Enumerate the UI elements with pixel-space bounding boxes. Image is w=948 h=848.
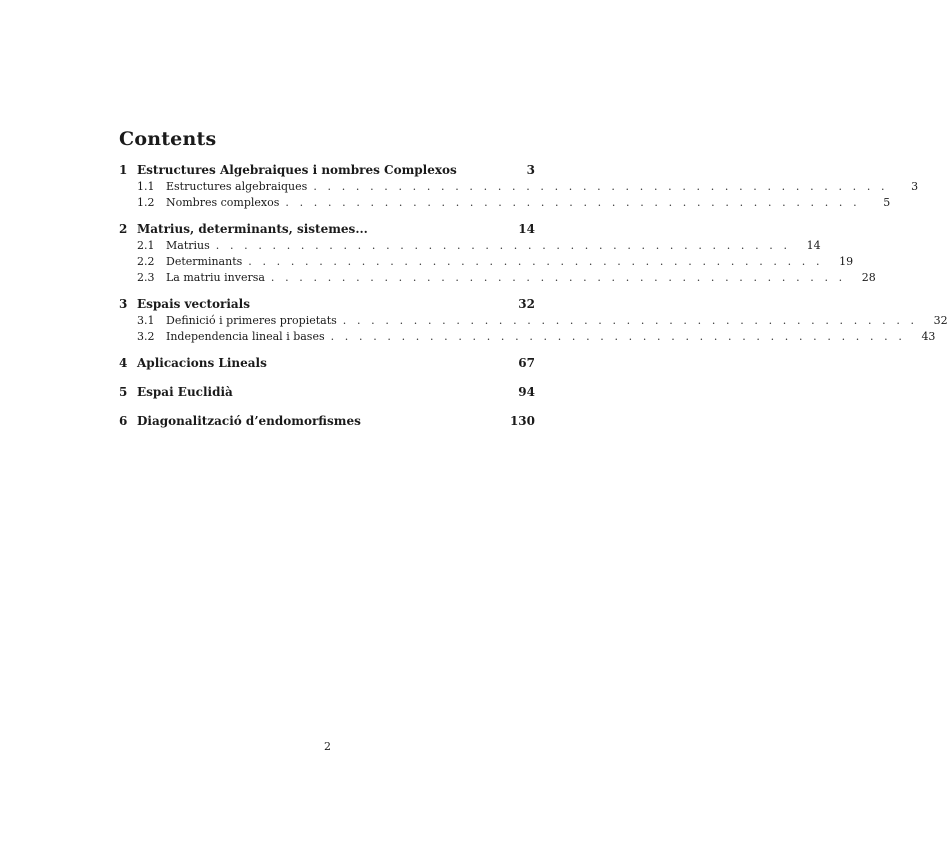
toc-section[interactable] [119, 314, 948, 330]
toc-title: Contents [119, 128, 217, 150]
dot-leader: . . . . . . . . . . . . . . . . . . . . . . . . . . . . . . . . . . . . . . . . . [215, 239, 791, 252]
toc-chapter[interactable] [119, 414, 535, 431]
section-page: 43 [921, 330, 936, 343]
chapter-title: Aplicacions Lineals [137, 356, 267, 370]
chapter-number: 4 [119, 356, 128, 370]
chapter-title: Espais vectorials [137, 297, 250, 311]
chapter-number: 6 [119, 414, 128, 428]
chapter-number: 1 [119, 163, 128, 177]
dot-leader: . . . . . . . . . . . . . . . . . . . . . . . . . . . . . . . . . . . . . . . . . [285, 196, 861, 209]
page-number: 2 [324, 740, 331, 753]
dot-leader: . . . . . . . . . . . . . . . . . . . . . . . . . . . . . . . . . . . . . . . . . [342, 314, 918, 327]
chapter-page: 67 [518, 356, 535, 370]
section-title: Determinants [166, 255, 243, 268]
toc-section[interactable] [119, 239, 821, 255]
toc-section[interactable] [119, 271, 876, 287]
chapter-page: 3 [526, 163, 535, 177]
chapter-title: Espai Euclidià [137, 385, 233, 399]
chapter-title: Estructures Algebraiques i nombres Complexos [137, 163, 457, 177]
dot-leader: . . . . . . . . . . . . . . . . . . . . . . . . . . . . . . . . . . . . . . . . . [248, 255, 824, 268]
section-number: 1.1 [137, 180, 155, 193]
chapter-number: 3 [119, 297, 128, 311]
chapter-page: 130 [509, 414, 535, 428]
section-page: 19 [839, 255, 854, 268]
dot-leader: . . . . . . . . . . . . . . . . . . . . . . . . . . . . . . . . . . . . . . . . . [330, 330, 906, 343]
section-page: 5 [883, 196, 891, 209]
section-page: 14 [806, 239, 821, 252]
toc-chapter[interactable] [119, 297, 535, 314]
section-number: 2.2 [137, 255, 155, 268]
toc-section[interactable] [119, 330, 936, 346]
section-page: 28 [861, 271, 876, 284]
chapter-title: Diagonalització d’endomorfismes [137, 414, 361, 428]
toc-chapter[interactable] [119, 163, 535, 180]
chapter-page: 32 [518, 297, 535, 311]
section-number: 2.1 [137, 239, 155, 252]
chapter-number: 5 [119, 385, 128, 399]
toc-chapter[interactable] [119, 222, 535, 239]
section-title: Independencia lineal i bases [166, 330, 325, 343]
chapter-number: 2 [119, 222, 128, 236]
section-page: 32 [933, 314, 948, 327]
section-title: Estructures algebraiques [166, 180, 308, 193]
section-number: 1.2 [137, 196, 155, 209]
section-title: Definició i primeres propietats [166, 314, 337, 327]
toc-section[interactable] [119, 255, 854, 271]
table-of-contents [119, 163, 948, 431]
chapter-page: 94 [518, 385, 535, 399]
chapter-page: 14 [518, 222, 535, 236]
toc-section[interactable] [119, 196, 891, 212]
toc-chapter[interactable] [119, 356, 535, 373]
toc-chapter[interactable] [119, 385, 535, 402]
section-title: Matrius [166, 239, 210, 252]
chapter-title: Matrius, determinants, sistemes... [137, 222, 368, 236]
section-number: 3.1 [137, 314, 155, 327]
section-page: 3 [911, 180, 919, 193]
section-number: 2.3 [137, 271, 155, 284]
section-title: Nombres complexos [166, 196, 280, 209]
dot-leader: . . . . . . . . . . . . . . . . . . . . . . . . . . . . . . . . . . . . . . . . . [313, 180, 889, 193]
toc-section[interactable] [119, 180, 919, 196]
dot-leader: . . . . . . . . . . . . . . . . . . . . . . . . . . . . . . . . . . . . . . . . . [270, 271, 846, 284]
section-number: 3.2 [137, 330, 155, 343]
section-title: La matriu inversa [166, 271, 265, 284]
